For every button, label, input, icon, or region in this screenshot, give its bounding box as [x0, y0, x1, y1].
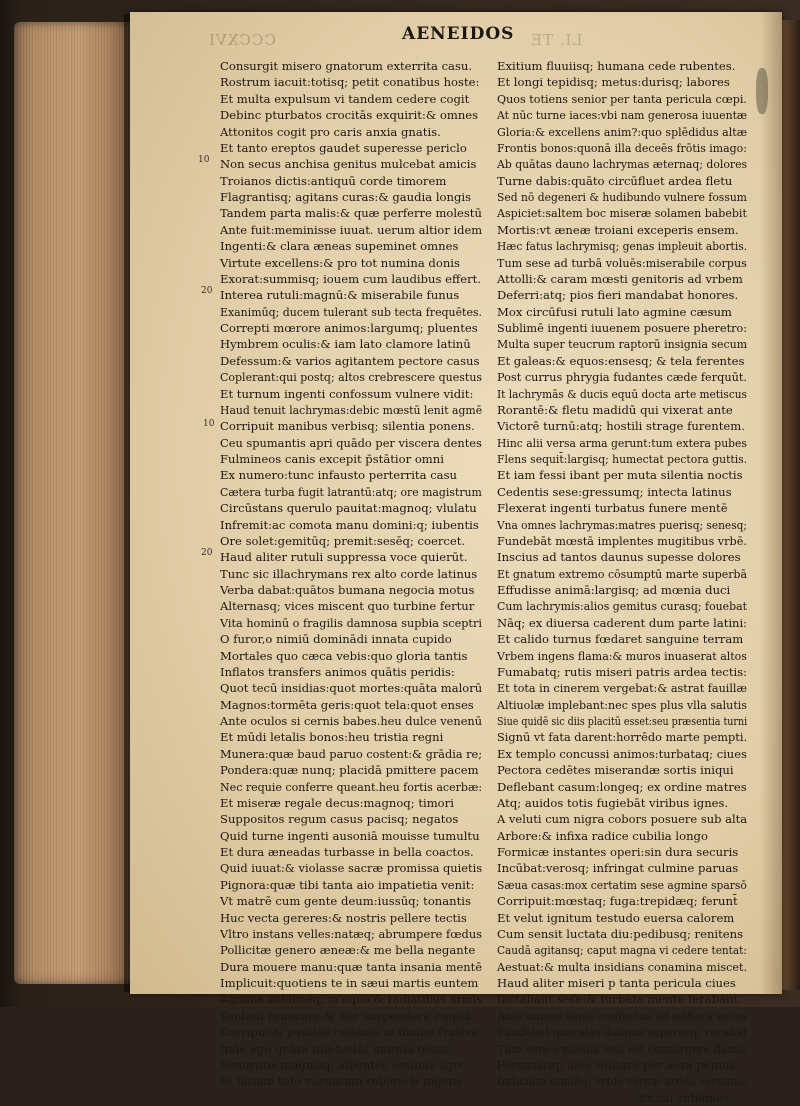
text-line	[220, 893, 482, 909]
text-line-content: Corripuit manibus verbisq; silentia ponens.	[220, 419, 475, 434]
text-line-content: Corripui:& pauitās cedente in limine frustra.	[220, 1025, 482, 1040]
text-line	[497, 942, 747, 958]
text-line-content: O furor,o nimiū dominādi innata cupido	[220, 632, 452, 647]
text-line	[497, 811, 747, 827]
text-line-content: Siue quidē sic diis placitū esset:seu præsentia turni	[497, 714, 748, 728]
text-line-content: Et gnatum extremo cōsumptū marte superbā	[497, 566, 748, 581]
text-line	[497, 615, 747, 631]
text-line	[220, 582, 482, 598]
text-line	[497, 255, 747, 271]
text-line-content: Caudā agitansq; caput magna vi cedere tentat:	[497, 943, 747, 958]
text-line	[497, 353, 747, 369]
text-line-content: Et mūdi letalis bonos:heu tristia regni	[220, 730, 444, 745]
text-line-content: Troianos dictis:antiquū corde timorem	[220, 173, 447, 188]
text-line-content: Huc vecta gereres:& nostris pellere tectis	[220, 910, 467, 925]
text-line-content: Quid iuuat:& violasse sacræ promissa quietis	[220, 861, 483, 876]
text-line-content: Incūbat:verosq; infringat culmine paruas	[497, 861, 739, 876]
text-line	[220, 386, 482, 402]
text-line	[497, 746, 747, 762]
text-line	[220, 140, 482, 156]
text-line-content: Flexerat ingenti turbatus funere mentē	[497, 501, 728, 516]
text-line	[497, 910, 747, 926]
text-line	[220, 860, 482, 876]
text-line-content: Ab quātas dauno lachrymas æternaq; dolores	[497, 157, 748, 172]
text-line	[220, 107, 482, 123]
text-line	[220, 533, 482, 549]
text-line	[497, 1008, 747, 1024]
text-line-content: Multa super teucrum raptorū insignia secum	[497, 337, 748, 352]
text-line	[497, 762, 747, 778]
text-line-content: Agmina sublimēq; in equo & radiātibus armis	[220, 992, 483, 1007]
text-line	[497, 107, 747, 123]
text-line	[497, 386, 747, 402]
text-line-content: Et tanto ereptos gaudet superesse periclo	[220, 140, 467, 155]
text-line	[220, 287, 482, 303]
text-line-content: Semirutis magnisq; albentes ossibus agri.	[220, 1057, 466, 1072]
text-line-content: Cum sensit luctata diu:pedibusq; renitens	[497, 926, 744, 941]
text-line	[497, 91, 747, 107]
text-line-content: Rostrum iacuit:totisq; petit conatibus hoste:	[220, 75, 480, 90]
text-line	[220, 467, 482, 483]
text-line-content: Debinc pturbatos crocitās exquirit:& omnes	[220, 108, 479, 123]
text-line	[497, 74, 747, 90]
book-right-edge	[782, 20, 800, 990]
text-line	[220, 959, 482, 975]
text-line	[220, 74, 482, 90]
text-line	[497, 517, 747, 533]
text-line-content: Hymbrem oculis:& iam lato clamore latinū	[220, 337, 471, 352]
text-line-content: Ore solet:gemitūq; premit:sesēq; coercet.	[220, 533, 466, 548]
text-line-content: Altiuolæ implebant:nec spes plus vlla salutis	[497, 697, 747, 712]
text-line	[220, 91, 482, 107]
text-line	[497, 844, 747, 860]
text-line-content: Interea rutuli:magnū:& miserabile funus	[220, 288, 460, 303]
text-line-content: Turne dabis:quāto circūfluet ardea fletu	[497, 173, 733, 188]
text-line-content: Inscius ad tantos daunus supesse dolores	[497, 550, 741, 565]
text-line-content: Tum sese ad turbā voluēs:miserabile corpus	[497, 255, 747, 270]
text-line	[497, 140, 747, 156]
text-line-content: Vt matrē cum gente deum:iussūq; tonantis	[220, 894, 471, 909]
text-line-content: Fumabatq; rutis miseri patris ardea tectis:	[497, 664, 748, 679]
text-line-content: Et iam fessi ibant per muta silentia noctis	[497, 468, 743, 483]
text-line	[220, 664, 482, 680]
text-line	[497, 598, 747, 614]
text-line-content: Quot tecū insidias:quot mortes:quāta malorū	[220, 681, 483, 696]
text-line	[220, 353, 482, 369]
text-line	[497, 173, 747, 189]
text-line-content: Aestuat:& multa insidians conamina miscet.	[497, 959, 748, 974]
text-line-content: Et multa expulsum vi tandem cedere cogit	[220, 91, 470, 106]
text-line-content: Mortales quo cæca vebis:quo gloria tantis	[220, 648, 468, 663]
text-line-content: Deflebant casum:longeq; ex ordine matres	[497, 779, 747, 794]
text-line	[220, 926, 482, 942]
text-line-content: Vita hominū o fragilis damnosa supbia sceptri	[220, 615, 482, 630]
text-line-content: Quos totiens senior per tanta pericula cœpi.	[497, 91, 747, 106]
text-line-content: Post currus phrygia fudantes cæde ferquūt.	[497, 370, 748, 385]
text-line	[220, 320, 482, 336]
text-line	[497, 238, 747, 254]
text-line-content: Munera:quæ baud paruo costent:& grādia re;	[220, 746, 483, 761]
text-line	[497, 991, 747, 1007]
text-line-content: Pignora:quæ tibi tanta aio impatietia venit:	[220, 877, 475, 892]
text-line	[497, 58, 747, 74]
text-line	[497, 336, 747, 352]
text-line-content: Iactabant sese:& turbata mente ferabant.	[497, 992, 742, 1007]
text-line-content: Victorē turnū:atq; hostili strage furentem.	[497, 419, 745, 434]
text-line	[220, 1057, 482, 1073]
text-line-content: Et turnum ingenti confossum vulnere vidit:	[220, 386, 474, 401]
text-line	[220, 435, 482, 451]
text-line	[497, 320, 747, 336]
text-line-content: Sed nō degeneri & hudibundo vulnere fossum	[497, 190, 747, 204]
text-line	[220, 942, 482, 958]
text-line-content: Consurgit misero gnatorum exterrita casu.	[220, 59, 473, 73]
text-line-content: Percussisq; ales volitare per aera pennis	[497, 1057, 736, 1072]
text-line	[220, 238, 482, 254]
text-line-content: Ex numero:tunc infausto perterrita casu	[220, 468, 458, 483]
text-line	[220, 991, 482, 1007]
text-line-content: Magnos:tormēta geris:quot tela:quot enses	[220, 697, 474, 712]
text-line-content: At nūc turne iaces:vbi nam generosa iuuentæ	[497, 108, 748, 123]
text-line-content: Mox circūfusi rutuli lato agmine cæsum	[497, 304, 732, 319]
text-line-content: Et latium toto vacuatum robore:& ingens	[220, 1074, 463, 1089]
text-line	[497, 124, 747, 140]
text-line	[220, 729, 482, 745]
text-line	[497, 1024, 747, 1040]
text-line-content: Frontis bonos:quonā illa deceēs frōtis imago:	[497, 140, 747, 155]
text-line	[220, 975, 482, 991]
text-line	[497, 959, 747, 975]
text-line	[497, 484, 747, 500]
text-line	[220, 500, 482, 516]
text-line	[497, 926, 747, 942]
text-line-content: Verba dabat:quātos bumana negocia motus	[220, 583, 475, 597]
text-line-content: Exitium fluuiisq; humana cede rubentes.	[497, 59, 736, 73]
bleed-through-text-right: LI. TE	[530, 31, 583, 49]
text-line	[497, 648, 747, 664]
line-number: 10	[198, 155, 210, 165]
text-line-content: Circūstans querulo pauitat:magnoq; vlulatu	[220, 501, 477, 516]
text-line	[497, 729, 747, 745]
text-line	[220, 189, 482, 205]
text-line	[220, 680, 482, 696]
text-line-content: Fundebat querulas daunus:superosq; vocabat	[497, 1025, 748, 1040]
text-line-content: Gloria:& excellens anim?:quo splēdidus altæ	[497, 124, 748, 139]
text-line	[497, 205, 747, 221]
text-line	[497, 533, 747, 549]
text-line	[497, 582, 747, 598]
text-line-content: Et tota in cinerem vergebat:& astrat fauillæ	[497, 681, 747, 696]
text-line	[220, 271, 482, 287]
text-line-content: Et longi tepidisq; metus:durisq; labores	[497, 75, 730, 90]
text-line	[220, 877, 482, 893]
text-column-left	[220, 58, 482, 1090]
text-line	[497, 271, 747, 287]
text-line-content: Attonitos cogit pro caris anxia gnatis.	[220, 124, 441, 139]
text-line	[220, 222, 482, 238]
text-line-content: Vrbem ingens flama:& muros inuaserat altos	[497, 648, 747, 663]
text-line	[497, 893, 747, 909]
text-line	[220, 1024, 482, 1040]
text-line-content: Haud aliter rutuli suppressa voce quierūt.	[220, 550, 468, 565]
text-line-content: Ante oculos si cernis babes.heu dulce venenū	[220, 714, 483, 728]
text-line	[220, 615, 482, 631]
text-line	[220, 255, 482, 271]
text-line	[497, 1090, 747, 1106]
text-line-content: Cedentis sese:gressumq; intecta latinus	[497, 484, 732, 499]
text-line	[497, 680, 747, 696]
running-head: AENEIDOS	[402, 24, 515, 44]
text-line-content: Tentaui reuocare:& iter suspendere cœptū	[220, 1008, 472, 1023]
text-line-content: Ex templo concussi animos:turbataq; ciues	[497, 746, 747, 761]
text-line	[497, 713, 747, 729]
text-line-content: Et velut ignitum testudo euersa calorem	[497, 910, 735, 925]
text-line-content: Coplerant:qui postq; altos crebrescere questus	[220, 370, 483, 385]
text-line	[220, 566, 482, 582]
text-line	[497, 975, 747, 991]
text-line	[497, 860, 747, 876]
text-line-content: Vltro instans velles:natæq; abrumpere fœdus	[220, 926, 483, 941]
text-line	[497, 189, 747, 205]
text-line	[497, 664, 747, 680]
text-line-content: Effudisse animā:largisq; ad mœnia duci	[497, 583, 731, 597]
text-line-content: Et galeas:& equos:ensesq; & tela ferentes	[497, 353, 745, 368]
text-line	[220, 173, 482, 189]
text-line-content: Pondera:quæ nunq; placidā pmittere pacem	[220, 763, 479, 778]
text-line-content: Flagrantisq; agitans curas:& gaudia longis	[220, 190, 472, 204]
text-line-content: Tum vero e mediis visa est consurgere flamis	[497, 1041, 747, 1056]
page-stain	[756, 68, 768, 114]
text-line-content: Flens sequit̄:largisq; humectat pectora guttis.	[497, 452, 748, 466]
text-line-content: Exorat:summisq; iouem cum laudibus effert.	[220, 271, 481, 286]
text-line-content: Fulmineos canis excepit p̄stātior omni	[220, 452, 444, 466]
text-line	[497, 451, 747, 467]
text-line	[497, 402, 747, 418]
text-line	[497, 304, 747, 320]
text-line-content: Suppositos regum casus pacisq; negatos	[220, 812, 459, 827]
text-line-content: Formicæ instantes operi:sin dura securis	[497, 845, 739, 859]
text-line-content: Alternasq; vices miscent quo turbine fertur	[220, 599, 475, 614]
text-line	[220, 517, 482, 533]
text-line-content: Corripuit:mœstaq; fuga:trepidæq; ferunt̄	[497, 894, 738, 909]
text-line	[497, 566, 747, 582]
text-line	[220, 58, 482, 74]
text-line	[220, 402, 482, 418]
text-line-content: Et calido turnus fœdaret sanguine terram	[497, 632, 744, 647]
text-line-content: Aspiciet:saltem boc miseræ solamen babebit	[497, 206, 747, 221]
text-line	[220, 156, 482, 172]
text-line-content: Arbore:& infixa radice cubilia longo	[497, 828, 708, 843]
text-line-content: Hæc fatus lachrymisq; genas impleuit abortis.	[497, 239, 748, 254]
text-line-content: Atq; auidos totis fugiebāt viribus ignes.	[497, 795, 729, 810]
text-line	[220, 549, 482, 565]
text-line-content: Pollicitæ genero æneæ:& me bella negante	[220, 943, 476, 958]
text-line-content: Dura mouere manu:quæ tanta insania mentē	[220, 959, 483, 974]
text-line-content: Indicium nomēq; vrbis versæ ardea seruans:	[497, 1074, 747, 1089]
text-line-content: Et dura æneadas turbasse in bella coactos.	[220, 845, 474, 859]
text-line	[220, 648, 482, 664]
text-line-content: Cum lachrymis:alios gemitus curasq; fouebat	[497, 599, 747, 614]
text-line-content: Deferri:atq; pios fieri mandabat honores.	[497, 288, 739, 303]
text-line-content: Infremit:ac comota manu domini:q; iubentis	[220, 517, 479, 532]
text-line-content: Ceu spumantis apri quādo per viscera dentes	[220, 435, 482, 450]
text-line	[220, 205, 482, 221]
text-line-content: Pectora cedētes miserandæ sortis iniqui	[497, 763, 734, 778]
text-line-content: Sublimē ingenti iuuenem posuere pheretro:	[497, 321, 748, 335]
text-line	[497, 1073, 747, 1089]
text-line-content: Nāq; ex diuersa caderent dum parte latini:	[497, 615, 748, 630]
text-line	[497, 1041, 747, 1057]
text-line	[497, 287, 747, 303]
line-number: 10	[203, 419, 215, 429]
text-line-content: Fundebāt mœstā implentes mugitibus vrbē.	[497, 533, 748, 548]
line-number: 20	[201, 286, 213, 296]
text-line	[497, 156, 747, 172]
text-line	[497, 222, 747, 238]
text-line	[220, 418, 482, 434]
text-line-content: Tunc sic illachrymans rex alto corde latinus	[220, 566, 478, 581]
text-line	[220, 1008, 482, 1024]
text-line	[497, 779, 747, 795]
text-line-content: Virtute excellens:& pro tot numina donis	[220, 255, 460, 270]
text-line-content: Rorantē:& fletu madidū qui vixerat ante	[497, 402, 733, 417]
text-column-right	[497, 58, 747, 1106]
text-line	[220, 1041, 482, 1057]
text-line	[497, 467, 747, 483]
text-line	[497, 435, 747, 451]
text-line	[220, 1073, 482, 1089]
text-line	[220, 598, 482, 614]
text-line	[497, 1057, 747, 1073]
text-line	[497, 828, 747, 844]
text-line	[220, 713, 482, 729]
text-line	[220, 828, 482, 844]
text-line	[220, 795, 482, 811]
text-line	[220, 811, 482, 827]
line-number: 20	[201, 548, 213, 558]
book-fore-edge	[14, 22, 132, 984]
text-line-content: Et cui sublimes	[639, 1090, 730, 1105]
text-line	[497, 697, 747, 713]
text-line-content: Cætera turba fugit latrantū:atq; ore magistrum	[220, 484, 482, 499]
text-line-content: Haud tenuit lachrymas:debic mœstū lenit agmē	[220, 402, 483, 417]
text-line	[220, 304, 482, 320]
text-line-content: Correpti mœrore animos:largumq; pluentes	[220, 321, 478, 335]
text-line	[220, 369, 482, 385]
text-line-content: Sæua casas:mox certatim sese agmine sparsō	[497, 877, 747, 892]
text-line	[497, 631, 747, 647]
text-line-content: Haud aliter miseri p tanta pericula ciues	[497, 976, 736, 990]
text-line-content: Mortis:vt æneæ troiani exceperis ensem.	[497, 222, 739, 237]
text-line-content: Inflatos transfers animos quātis peridis:	[220, 664, 455, 679]
text-line	[220, 451, 482, 467]
text-line	[220, 746, 482, 762]
text-line-content: It lachrymās & ducis equū docta arte metiscus	[497, 386, 747, 401]
text-line-content: Exanimūq; ducem tulerant sub tecta frequētes.	[220, 304, 483, 319]
text-line-content: Vna omnes lachrymas:matres puerisq; senesq;	[497, 517, 747, 532]
text-line	[497, 795, 747, 811]
text-line	[497, 549, 747, 565]
text-line-content: Ante omnes senio confectus ad æthera voces	[497, 1008, 748, 1023]
text-line-content: Ante fuit:meminisse iuuat. uerum altior idem	[220, 222, 483, 237]
text-line-content: Hinc alii versa arma gerunt:tum extera pubes	[497, 435, 747, 450]
text-line	[497, 877, 747, 893]
text-line-content: Attolli:& caram mœsti genitoris ad vrbem	[497, 271, 743, 286]
text-line-content: A veluti cum nigra cobors posuere sub alta	[497, 812, 748, 827]
text-line-content: Implicuit:quotiens te in sæui martis euntem	[220, 976, 479, 990]
text-line-content: Ingenti:& clara æneas supeminet omnes	[220, 239, 459, 254]
text-line	[220, 336, 482, 352]
text-line	[220, 910, 482, 926]
text-line-content: Signū vt fata darent:horrēdo marte pempti.	[497, 730, 748, 745]
text-line	[220, 484, 482, 500]
text-line-content: Inde ego quāta tuli:testāt mœnia tectis	[220, 1041, 450, 1056]
text-line-content: Tandem parta malis:& quæ perferre molestū	[220, 206, 482, 221]
text-line-content: Defessum:& varios agitantem pectore casus	[220, 353, 480, 368]
text-line-content: Non secus anchisa genitus mulcebat amicis	[220, 157, 477, 172]
text-line-content: Nec requie conferre queant.heu fortis acerbæ:	[220, 779, 483, 794]
text-line	[497, 369, 747, 385]
text-line	[220, 631, 482, 647]
text-line-content: Quid turne ingenti ausoniā mouisse tumultu	[220, 828, 480, 843]
text-line	[220, 697, 482, 713]
text-line-content: Et miseræ regale decus:magnoq; timori	[220, 795, 454, 810]
text-line	[497, 500, 747, 516]
bleed-through-text-left: CCCXVI	[208, 31, 276, 49]
text-line	[220, 124, 482, 140]
text-line	[220, 844, 482, 860]
text-line	[497, 418, 747, 434]
text-line	[220, 779, 482, 795]
text-line	[220, 762, 482, 778]
